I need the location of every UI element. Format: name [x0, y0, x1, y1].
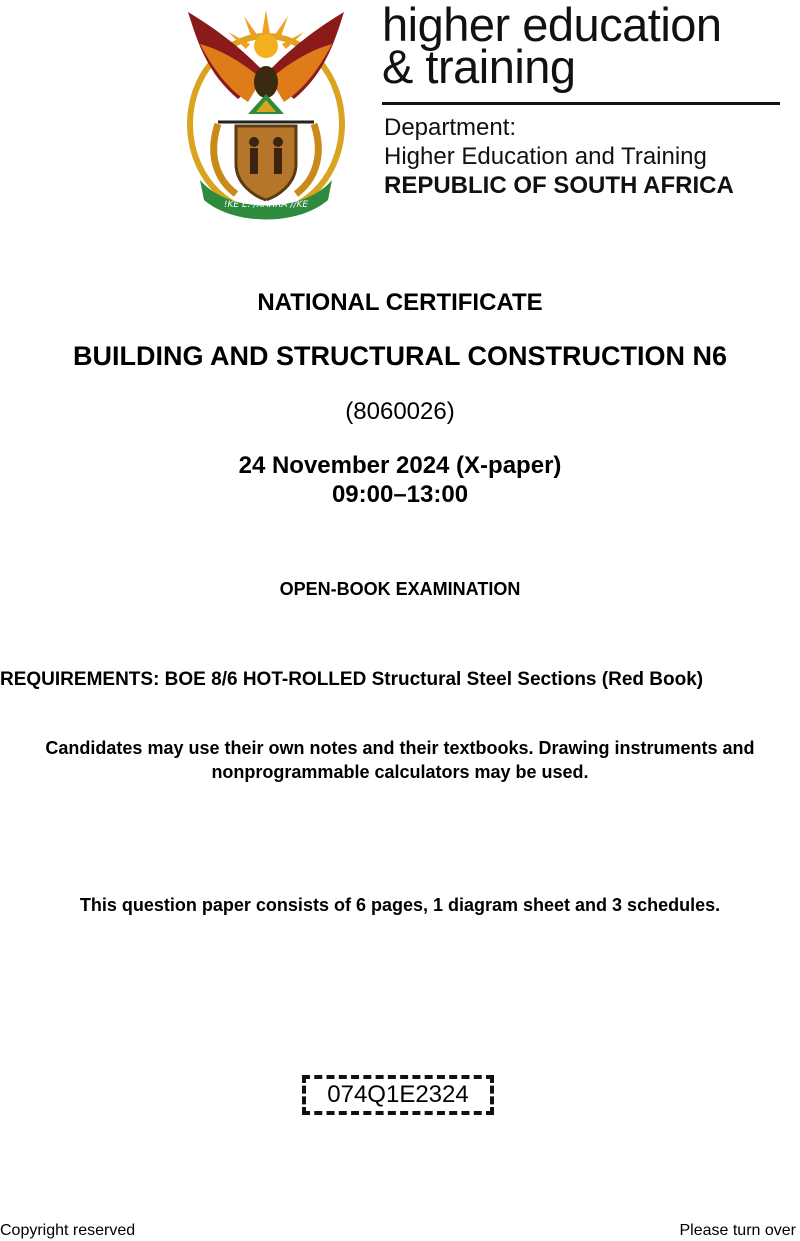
page-count-text: This question paper consists of 6 pages, 1 diagram sheet and 3 schedules. [79, 895, 721, 915]
requirements-text: REQUIREMENTS: BOE 8/6 HOT-ROLLED Structural Steel Sections (Red Book) [0, 669, 704, 690]
brand-title: higher education & training [382, 0, 722, 93]
department-name: Higher Education and Training [384, 143, 707, 170]
exam-type: OPEN-BOOK EXAMINATION [279, 579, 521, 599]
subject-code: (8060026) [345, 398, 455, 425]
certificate-title: NATIONAL CERTIFICATE [257, 289, 543, 316]
department-label: Department: [384, 114, 517, 141]
instructions-text: Candidates may use their own notes and their textbooks. Drawing instruments and nonprogrammable calculators may be used. [45, 738, 755, 782]
coat-of-arms-logo [178, 4, 354, 220]
crest-motto: !KE E: /XARRA //KE [223, 200, 309, 210]
exam-time: 09:00–13:00 [331, 481, 469, 508]
paper-code: 074Q1E2324 [327, 1081, 469, 1108]
footer-copyright: Copyright reserved [0, 1222, 136, 1239]
footer-turn-over: Please turn over [679, 1222, 796, 1239]
country-name: REPUBLIC OF SOUTH AFRICA [384, 172, 734, 199]
subject-title: BUILDING AND STRUCTURAL CONSTRUCTION N6 [73, 341, 727, 371]
exam-date: 24 November 2024 (X-paper) [238, 452, 562, 479]
brand-divider [382, 102, 780, 105]
paper-code-box [302, 1075, 494, 1115]
